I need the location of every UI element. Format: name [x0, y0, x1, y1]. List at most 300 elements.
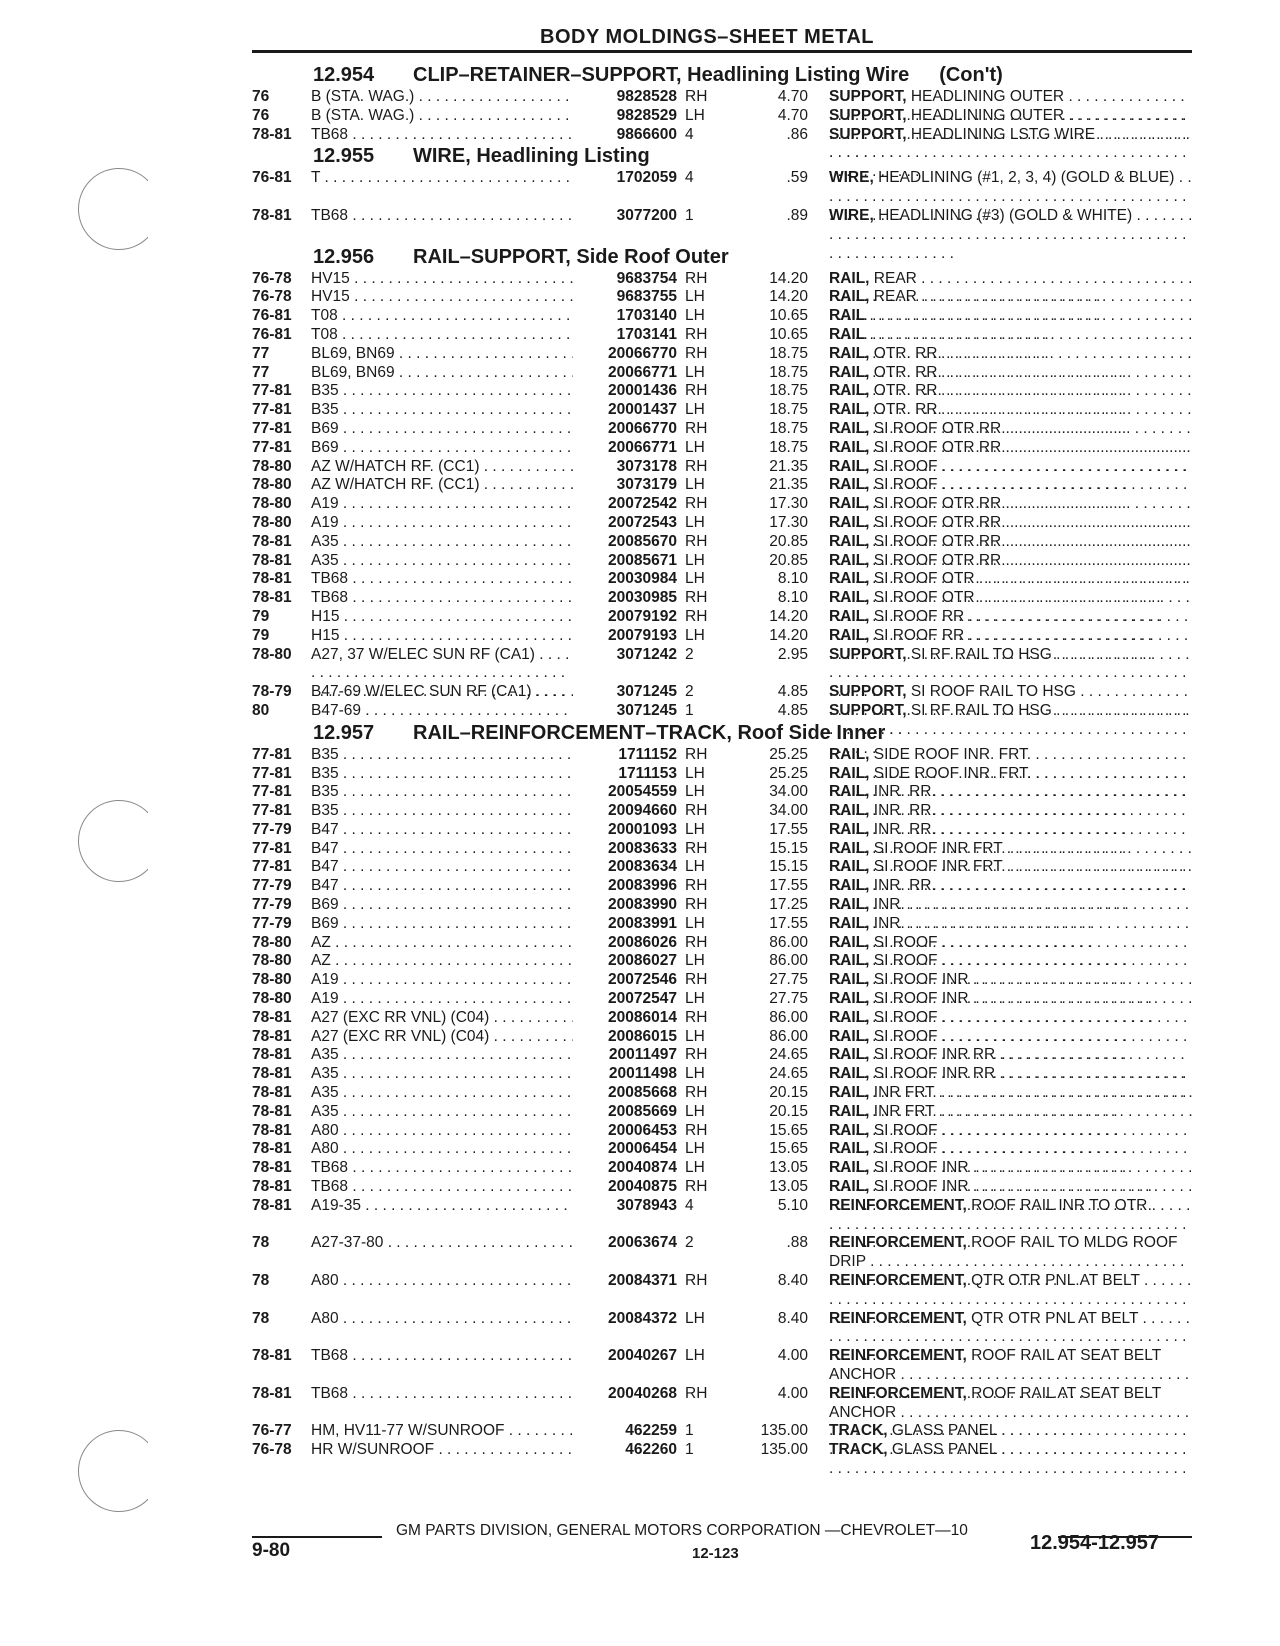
part-number: 20006454 — [608, 1140, 677, 1158]
price: 21.35 — [769, 476, 808, 494]
leader-dots — [339, 990, 573, 1007]
part-number: 20006453 — [608, 1121, 677, 1139]
table-row — [0, 438, 1280, 457]
model-code — [311, 439, 573, 458]
leader-dots — [348, 589, 573, 606]
part-number: 20040874 — [608, 1159, 677, 1177]
leader-dots — [331, 952, 573, 969]
description-keyword: RAIL, — [829, 1140, 870, 1158]
part-number: 20001093 — [608, 820, 677, 838]
model-code — [311, 1159, 573, 1178]
quantity: 4 — [685, 125, 694, 143]
model-code-text: B35 — [311, 783, 339, 801]
leader-dots — [414, 88, 573, 105]
description-keyword: RAIL, — [829, 990, 870, 1008]
part-number: 20083633 — [608, 839, 677, 857]
description-detail: SI ROOF RR — [873, 626, 965, 644]
model-code — [311, 1122, 573, 1141]
table-row — [0, 820, 1280, 839]
price: 18.75 — [769, 344, 808, 362]
model-code-text: A27-37-80 — [311, 1234, 384, 1252]
description-keyword: SUPPORT, — [829, 88, 907, 105]
price: 86.00 — [769, 1027, 808, 1045]
leader-dots — [339, 1065, 573, 1082]
table-row — [0, 1309, 1280, 1347]
part-number: 20011497 — [608, 1046, 677, 1064]
price: 25.25 — [769, 764, 808, 782]
model-years: 78-81 — [252, 1384, 292, 1402]
price: 4.85 — [777, 701, 808, 719]
part-number: 3078943 — [616, 1196, 677, 1214]
table-row — [0, 363, 1280, 382]
price: 18.75 — [769, 438, 808, 456]
price: 8.10 — [777, 570, 808, 588]
description-detail: INR FRT — [873, 1084, 935, 1102]
table-row — [0, 569, 1280, 588]
price: 27.75 — [769, 971, 808, 989]
model-code-text: B69 — [311, 914, 339, 932]
description-keyword: RAIL, — [829, 1027, 870, 1045]
description-keyword: RAIL, — [829, 877, 870, 895]
table-row — [0, 1196, 1280, 1234]
quantity: RH — [685, 607, 708, 625]
model-code — [311, 934, 573, 953]
section-number: 12.957 — [313, 721, 375, 744]
description-detail: GLASS PANEL — [891, 1422, 997, 1440]
price: 17.55 — [769, 914, 808, 932]
model-code — [311, 1009, 573, 1028]
model-code — [311, 307, 573, 326]
model-years: 78-81 — [252, 532, 292, 550]
part-number: 3073179 — [616, 476, 677, 494]
leader-dots — [339, 840, 573, 857]
description-detail: SI ROOF RR — [873, 607, 965, 625]
quantity: LH — [685, 401, 705, 419]
description-keyword: RAIL, — [829, 363, 870, 381]
leader-dots — [361, 1197, 573, 1214]
price: 10.65 — [769, 307, 808, 325]
model-code-text: TB68 — [311, 206, 349, 224]
footer-section-range: 12.954-12.957 — [1030, 1532, 1160, 1554]
description-keyword: RAIL, — [829, 1084, 870, 1102]
footer-rule-left — [252, 1536, 382, 1538]
leader-dots — [479, 458, 573, 475]
model-code — [311, 1028, 573, 1047]
table-row — [0, 475, 1280, 494]
model-code-text: T08 — [311, 307, 338, 325]
quantity: RH — [685, 802, 708, 820]
part-number: 3071245 — [616, 701, 677, 719]
model-years: 77-81 — [252, 839, 292, 857]
quantity: LH — [685, 1027, 705, 1045]
description-keyword: RAIL, — [829, 1102, 870, 1120]
description-keyword: SUPPORT, — [829, 125, 907, 143]
part-number: 3077200 — [616, 206, 677, 224]
quantity: RH — [685, 1084, 708, 1102]
model-years: 76-78 — [252, 1441, 292, 1459]
description-detail: SI ROOF INR — [873, 990, 969, 1008]
table-row — [0, 1177, 1280, 1196]
model-code — [311, 288, 573, 307]
description-detail: ROOF RAIL AT SEAT BELT ANCHOR — [829, 1347, 1161, 1383]
model-years: 78-81 — [252, 1178, 292, 1196]
model-code — [311, 840, 573, 859]
table-row — [0, 1440, 1280, 1459]
model-years: 78-81 — [252, 551, 292, 569]
leader-dots — [339, 971, 573, 988]
price: 14.20 — [769, 607, 808, 625]
model-years: 78-81 — [252, 1027, 292, 1045]
table-row — [0, 1346, 1280, 1384]
table-row — [0, 782, 1280, 801]
description-keyword: RAIL, — [829, 419, 870, 437]
table-row — [0, 532, 1280, 551]
model-code — [311, 1347, 573, 1366]
quantity: LH — [685, 1309, 705, 1327]
section-title-tail: Headlining Listing — [476, 145, 650, 168]
model-years: 76-81 — [252, 169, 292, 187]
part-number: 20085668 — [608, 1084, 677, 1102]
table-row — [0, 682, 1280, 701]
price: 4.70 — [777, 88, 808, 105]
quantity: RH — [685, 325, 708, 343]
description-keyword: RAIL, — [829, 288, 870, 306]
quantity: LH — [685, 288, 705, 306]
quantity: LH — [685, 952, 705, 970]
model-years: 77-81 — [252, 783, 292, 801]
leader-dots — [339, 915, 573, 932]
model-code-text: T08 — [311, 325, 338, 343]
table-row — [0, 1271, 1280, 1309]
price: 86.00 — [769, 952, 808, 970]
part-number: 9866600 — [616, 125, 677, 143]
model-code — [311, 533, 573, 552]
price: 20.15 — [769, 1102, 808, 1120]
description-keyword: RAIL, — [829, 269, 870, 287]
leader-dots — [339, 821, 573, 838]
section-number: 12.954 — [313, 64, 375, 86]
model-code-text: B35 — [311, 382, 339, 400]
part-number: 20079192 — [608, 607, 677, 625]
model-code-text: B47-69 W/ELEC SUN RF (CA1) — [311, 683, 532, 701]
description-keyword: RAIL, — [829, 513, 870, 531]
description-keyword: SUPPORT, — [829, 701, 907, 719]
price: .86 — [786, 125, 808, 143]
table-row — [0, 1233, 1280, 1271]
model-code — [311, 1197, 573, 1216]
leader-dots — [348, 570, 573, 587]
description-detail: SI ROOF INR RR — [873, 1046, 996, 1064]
part-number: 20054559 — [608, 783, 677, 801]
quantity: RH — [685, 1178, 708, 1196]
model-years: 78-81 — [252, 1196, 292, 1214]
description-keyword: RAIL, — [829, 626, 870, 644]
leader-dots — [339, 420, 573, 437]
part-number: 20063674 — [608, 1234, 677, 1252]
table-row — [0, 381, 1280, 400]
model-years: 77 — [252, 344, 270, 362]
table-row — [0, 344, 1280, 363]
quantity: RH — [685, 382, 708, 400]
model-years: 78-80 — [252, 645, 292, 663]
model-code-text: A19 — [311, 513, 339, 531]
part-number: 20084371 — [608, 1272, 677, 1290]
model-code — [311, 364, 573, 383]
section-header — [0, 143, 1280, 168]
leader-dots — [339, 877, 573, 894]
description-detail: SI ROOF — [873, 1008, 938, 1026]
description — [829, 1441, 1193, 1479]
leader-dots — [348, 1347, 573, 1364]
description-detail: INR. — [873, 914, 905, 932]
price: 17.55 — [769, 877, 808, 895]
part-number: 20040875 — [608, 1178, 677, 1196]
quantity: LH — [685, 914, 705, 932]
part-number: 20040268 — [608, 1384, 677, 1402]
model-code-text: A80 — [311, 1121, 339, 1139]
footer-page-number: 12-123 — [692, 1545, 739, 1562]
price: 4.70 — [777, 106, 808, 124]
part-number: 9683755 — [616, 288, 677, 306]
description-keyword: RAIL, — [829, 589, 870, 607]
leader-dots — [338, 307, 573, 324]
model-code-text: B (STA. WAG.) — [311, 88, 415, 105]
description-detail: SI ROOF — [873, 457, 938, 475]
price: .89 — [786, 206, 808, 224]
model-years: 77-79 — [252, 877, 292, 895]
model-code — [311, 1103, 573, 1122]
quantity: LH — [685, 1102, 705, 1120]
price: 17.25 — [769, 896, 808, 914]
quantity: LH — [685, 363, 705, 381]
description-detail: ROOF RAIL TO MLDG ROOF DRIP — [829, 1234, 1178, 1271]
part-number: 20083991 — [608, 914, 677, 932]
model-years: 77 — [252, 363, 270, 381]
price: 15.15 — [769, 839, 808, 857]
model-code-text: A19 — [311, 990, 339, 1008]
description-keyword: RAIL, — [829, 802, 870, 820]
model-code — [311, 107, 573, 126]
price: 135.00 — [760, 1441, 808, 1459]
leader-dots — [339, 1103, 573, 1120]
description-keyword: REINFORCEMENT, — [829, 1272, 967, 1290]
description-keyword: RAIL, — [829, 457, 870, 475]
model-code-text: AZ — [311, 952, 331, 970]
price: 18.75 — [769, 363, 808, 381]
description-keyword: REINFORCEMENT, — [829, 1347, 967, 1365]
description-detail: OTR. RR. — [873, 401, 942, 419]
leader-dots — [339, 1046, 573, 1063]
description-detail: SI ROOF RAIL TO HSG — [910, 683, 1076, 701]
leader-dots — [395, 364, 573, 381]
quantity: RH — [685, 532, 708, 550]
price: .59 — [786, 169, 808, 187]
model-code — [311, 420, 573, 439]
leader-dots — [395, 345, 573, 362]
model-years: 78-81 — [252, 1121, 292, 1139]
leader-dots — [339, 1310, 573, 1327]
description-keyword: RAIL, — [829, 1159, 870, 1177]
model-years: 78-80 — [252, 495, 292, 513]
price: 8.10 — [777, 589, 808, 607]
price: 24.65 — [769, 1065, 808, 1083]
leader-dots — [348, 207, 573, 224]
model-years: 77-81 — [252, 802, 292, 820]
description-detail: SI ROOF OTR — [873, 570, 975, 588]
description-keyword: TRACK, — [829, 1441, 888, 1459]
model-code-text: A35 — [311, 1065, 339, 1083]
description-detail: SI ROOF OTR RR — [873, 438, 1002, 456]
price: 18.75 — [769, 401, 808, 419]
part-number: 20086014 — [608, 1008, 677, 1026]
model-years: 78-80 — [252, 971, 292, 989]
price: 86.00 — [769, 1008, 808, 1026]
table-row — [0, 419, 1280, 438]
table-row — [0, 764, 1280, 783]
leader-dots — [339, 533, 573, 550]
leader-dots — [489, 1009, 573, 1026]
table-row — [0, 876, 1280, 895]
quantity: RH — [685, 896, 708, 914]
leader-dots — [350, 270, 573, 287]
quantity: LH — [685, 106, 705, 124]
section-title — [413, 64, 1003, 87]
model-code-text: HR W/SUNROOF — [311, 1441, 435, 1459]
description-keyword: WIRE, — [829, 169, 874, 187]
section-title-main: RAIL–SUPPORT, — [413, 245, 571, 268]
model-code — [311, 207, 573, 226]
section-header — [0, 62, 1280, 87]
part-number: 1711153 — [618, 764, 677, 782]
quantity: LH — [685, 1140, 705, 1158]
description-detail: HEADLINING OUTER — [910, 88, 1065, 105]
model-years: 78-80 — [252, 990, 292, 1008]
model-code-text: TB68 — [311, 125, 349, 143]
description-detail: SI ROOF — [873, 1121, 938, 1139]
model-code-text: BL69, BN69 — [311, 344, 395, 362]
table-row — [0, 513, 1280, 532]
part-number: 20011498 — [608, 1065, 677, 1083]
description-keyword: SUPPORT, — [829, 683, 907, 701]
model-code-text: A19 — [311, 971, 339, 989]
description-keyword: RAIL — [829, 307, 866, 325]
model-code-text: TB68 — [311, 589, 349, 607]
table-row — [0, 701, 1280, 720]
description-detail: INR. RR. — [873, 783, 936, 801]
model-code-text: T — [311, 169, 321, 187]
section-title — [413, 246, 729, 269]
quantity: RH — [685, 419, 708, 437]
price: 14.20 — [769, 269, 808, 287]
leader-dots — [479, 476, 573, 493]
description-detail: ROOF RAIL INR TO OTR — [971, 1196, 1148, 1214]
section-number: 12.956 — [313, 245, 375, 268]
quantity: RH — [685, 971, 708, 989]
leader-dots — [320, 169, 573, 186]
leader-dots — [331, 934, 573, 951]
model-code — [311, 382, 573, 401]
model-code — [311, 821, 573, 840]
model-years: 79 — [252, 607, 270, 625]
table-row — [0, 1121, 1280, 1140]
price: 135.00 — [760, 1422, 808, 1440]
quantity: 2 — [685, 683, 694, 701]
description-detail: SI ROOF OTR RR — [873, 513, 1002, 531]
description-keyword: RAIL, — [829, 551, 870, 569]
part-number: 3073178 — [616, 457, 677, 475]
price: 20.85 — [769, 551, 808, 569]
quantity: RH — [685, 1046, 708, 1064]
model-code-text: B47 — [311, 820, 339, 838]
model-code-text: B47-69 — [311, 701, 361, 719]
description-detail: INR. RR. — [873, 877, 936, 895]
table-row — [0, 1027, 1280, 1046]
price: .88 — [786, 1234, 808, 1252]
leader-dots — [339, 1084, 573, 1101]
part-number: 20072547 — [608, 990, 677, 1008]
model-years: 76-77 — [252, 1422, 292, 1440]
leader-dots — [339, 552, 573, 569]
leader-dots — [339, 1122, 573, 1139]
part-number: 9828529 — [616, 106, 677, 124]
table-row — [0, 125, 1280, 144]
description-keyword: REINFORCEMENT, — [829, 1196, 967, 1214]
part-number: 20072546 — [608, 971, 677, 989]
description-keyword: RAIL, — [829, 952, 870, 970]
model-years: 79 — [252, 626, 270, 644]
description-detail: SI ROOF INR FRT — [873, 858, 1003, 876]
price: 86.00 — [769, 933, 808, 951]
price: 20.85 — [769, 532, 808, 550]
table-row — [0, 457, 1280, 476]
price: 2.95 — [777, 645, 808, 663]
quantity: 1 — [685, 701, 694, 719]
table-row — [0, 1102, 1280, 1121]
price: 15.65 — [769, 1140, 808, 1158]
leader-dots — [339, 382, 573, 399]
model-code-text: AZ W/HATCH RF. (CC1) — [311, 476, 480, 494]
leader-dots — [532, 683, 574, 700]
quantity: LH — [685, 783, 705, 801]
leader-dots — [348, 1159, 573, 1176]
table-row — [0, 1421, 1280, 1440]
model-years: 77-81 — [252, 745, 292, 763]
description-keyword: RAIL, — [829, 438, 870, 456]
part-number: 9683754 — [616, 269, 677, 287]
leader-dots — [434, 1441, 573, 1458]
binder-hole-top — [58, 168, 148, 258]
quantity: LH — [685, 570, 705, 588]
model-code-text: B47 — [311, 877, 339, 895]
price: 17.30 — [769, 513, 808, 531]
table-row — [0, 933, 1280, 952]
description-detail: SI ROOF INR — [873, 1159, 969, 1177]
leader-dots — [339, 896, 573, 913]
leader-dots — [338, 326, 573, 343]
price: 17.55 — [769, 820, 808, 838]
table-row — [0, 400, 1280, 419]
leader-dots — [339, 495, 573, 512]
description-detail: SI ROOF OTR RR — [873, 551, 1002, 569]
table-row — [0, 325, 1280, 344]
model-code-text: A35 — [311, 1084, 339, 1102]
quantity: RH — [685, 269, 708, 287]
leader-dots — [489, 1028, 573, 1045]
quantity: RH — [685, 495, 708, 513]
description-detail: HEADLINING OUTER — [910, 106, 1065, 124]
description-keyword: RAIL, — [829, 820, 870, 838]
table-row — [0, 951, 1280, 970]
